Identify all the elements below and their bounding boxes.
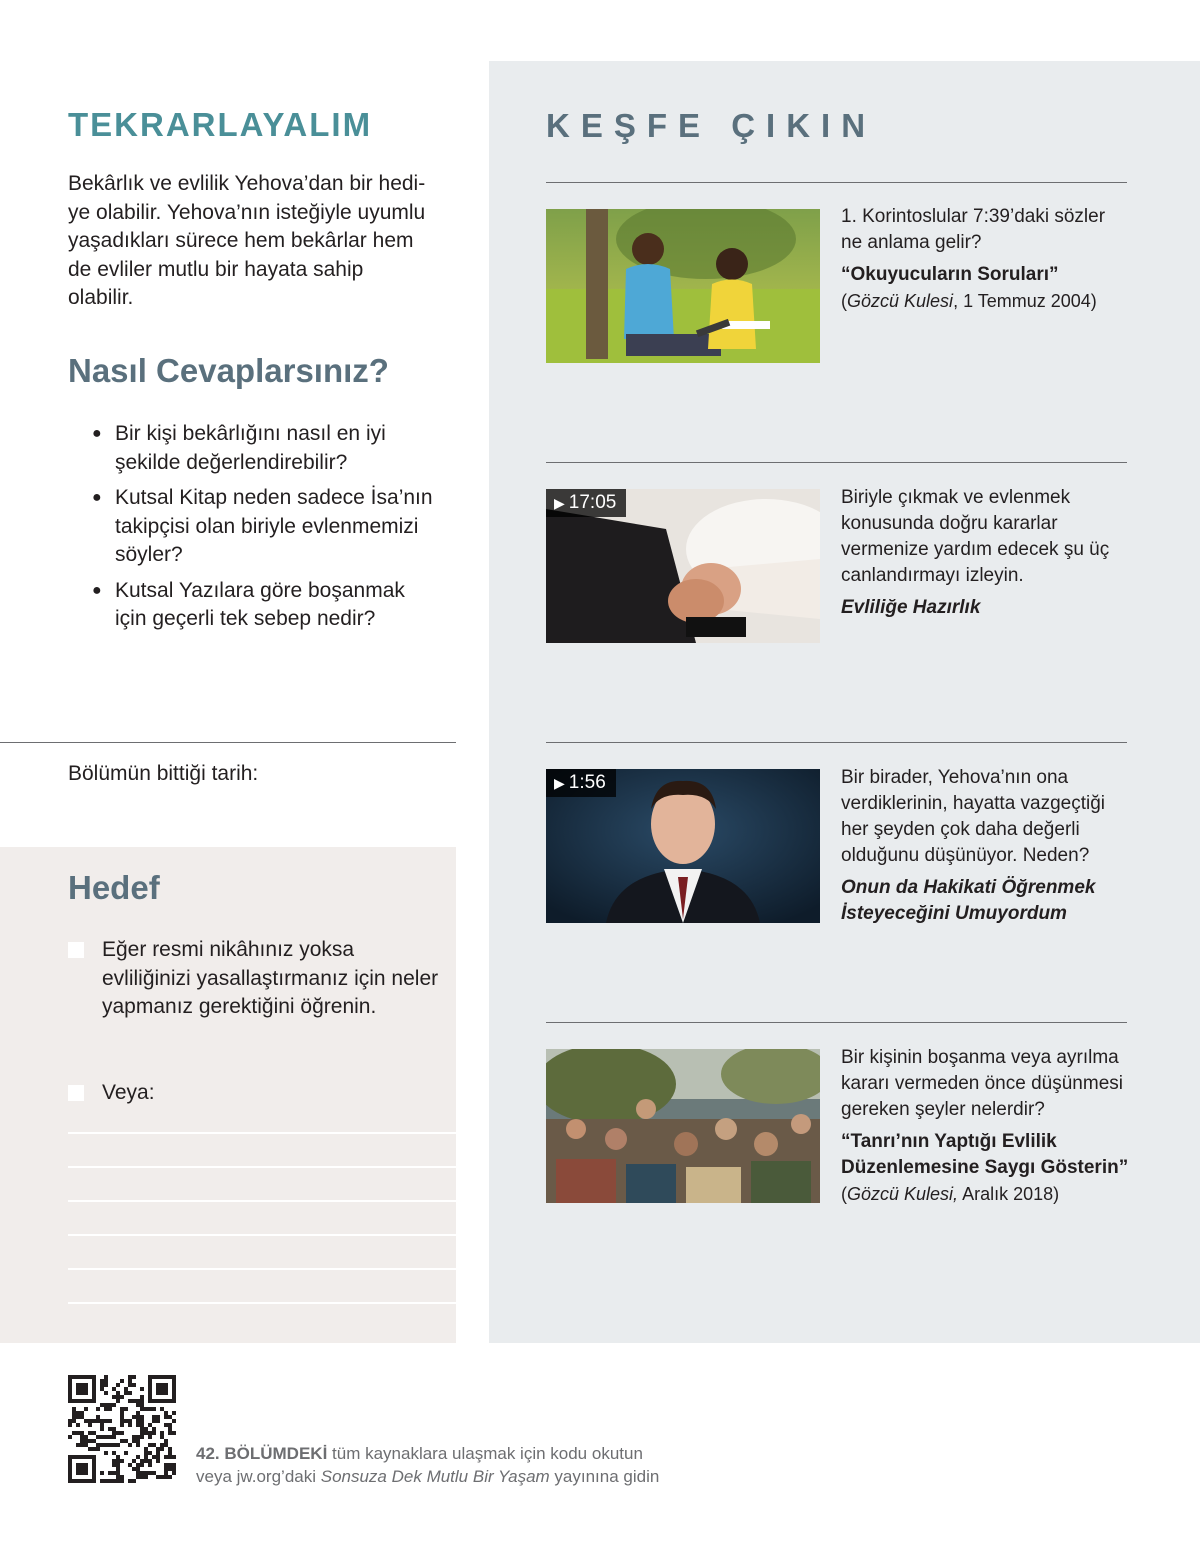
resource-source: (Gözcü Kulesi, Aralık 2018) — [841, 1184, 1060, 1204]
couple-reading-image[interactable] — [546, 209, 820, 363]
resource-1-text — [841, 204, 1131, 315]
resource-3-text — [841, 765, 1131, 927]
goal-text: Eğer resmi nikâhınız yoksa evliliğinizi yasallaştırmanız için neler yapmanız gerektiğini öğrenin. — [102, 938, 439, 1018]
footer-text: 42. BÖLÜMDEKİ tüm kaynaklara ulaşmak için kodu okutun veya jw.org’daki Sonsuza Dek Mutlu Bir Yaşam yayınına gidin — [196, 1444, 660, 1486]
write-line[interactable] — [68, 1268, 456, 1270]
resource-source: (Gözcü Kulesi, 1 Temmuz 2004) — [841, 291, 1097, 311]
divider — [546, 742, 1127, 743]
qr-code[interactable] — [68, 1375, 176, 1483]
answer-heading: Nasıl Cevaplarsınız? — [68, 352, 389, 389]
question-text: Kutsal Kitap neden sadece İsa’nın takipçisi olan biriyle evlenmemizi söyler? — [115, 486, 433, 566]
divider — [0, 742, 456, 743]
resource-question: 1. Korintoslular 7:39’daki sözler ne anlama gelir? — [841, 206, 1106, 253]
review-line: de evliler mutlu bir hayata sahip — [68, 257, 364, 281]
divider — [546, 1022, 1127, 1023]
play-icon: ▶ — [554, 775, 565, 791]
question-text: Kutsal Yazılara göre boşanmak için geçerli tek sebep nedir? — [115, 578, 405, 630]
write-line[interactable] — [68, 1302, 456, 1304]
review-line: olabilir. — [68, 286, 134, 309]
review-text — [68, 170, 468, 313]
resource-4-text — [841, 1045, 1131, 1208]
divider — [546, 462, 1127, 463]
resource-title-link[interactable]: Onun da Hakikati Öğrenmek İsteyeceğini Umuyordum — [841, 877, 1096, 924]
checkbox-icon[interactable] — [68, 1085, 84, 1101]
write-line[interactable] — [68, 1200, 456, 1202]
resource-title-link[interactable]: “Okuyucuların Soruları” — [841, 264, 1059, 285]
write-line[interactable] — [68, 1132, 456, 1134]
goal-text: Veya: — [102, 1081, 155, 1104]
holding-hands-video-thumbnail[interactable] — [546, 489, 820, 643]
write-line[interactable] — [68, 1234, 456, 1236]
bullet-icon: ● — [92, 581, 102, 599]
question-item — [92, 484, 442, 570]
review-heading: TEKRARLAYALIM — [68, 106, 373, 143]
finish-date-label: Bölümün bittiği tarih: — [68, 762, 259, 785]
checkbox-icon[interactable] — [68, 942, 84, 958]
review-line: ye olabilir. Yehova’nın isteğiyle uyumlu — [68, 200, 426, 224]
resource-question: Bir kişinin boşanma veya ayrılma kararı vermeden önce düşünmesi gereken şeyler nelerdir? — [841, 1047, 1123, 1120]
resource-2-text — [841, 485, 1131, 621]
resource-title-link[interactable]: Evliliğe Hazırlık — [841, 597, 981, 618]
question-item — [92, 420, 442, 477]
goal-heading: Hedef — [68, 869, 160, 906]
question-item — [92, 577, 442, 634]
divider — [546, 182, 1127, 183]
question-text: Bir kişi bekârlığını nasıl en iyi şekilde değerlendirebilir? — [115, 422, 386, 474]
bullet-icon: ● — [92, 489, 102, 506]
play-icon: ▶ — [554, 495, 565, 511]
video-duration-badge: ▶ 17:05 — [546, 489, 626, 517]
question-list — [92, 420, 442, 641]
video-duration-badge: ▶ 1:56 — [546, 769, 616, 797]
goal-item-other[interactable] — [68, 1079, 448, 1108]
resource-question: Biriyle çıkmak ve evlenmek konusunda doğru kararlar vermenize yardım edecek şu üç canlandırmayı izleyin. — [841, 487, 1110, 586]
explore-heading: KEŞFE ÇIKIN — [546, 107, 877, 144]
bullet-icon: ● — [92, 425, 102, 442]
jesus-teaching-crowd-image[interactable] — [546, 1049, 820, 1203]
review-line: yaşadıkları sürece hem bekârlar hem — [68, 229, 414, 252]
review-line: Bekârlık ve evlilik Yehova’dan bir hedi- — [68, 172, 426, 195]
write-line[interactable] — [68, 1166, 456, 1168]
brother-portrait-video-thumbnail[interactable] — [546, 769, 820, 923]
resource-question: Bir birader, Yehova’nın ona verdiklerinin, hayatta vazgeçtiği her şeyden çok daha değerli olduğunu düşünüyor. Neden? — [841, 767, 1106, 866]
goal-item-legalize[interactable] — [68, 936, 448, 1022]
resource-title-link[interactable]: “Tanrı’nın Yaptığı Evlilik Düzenlemesine Saygı Gösterin” — [841, 1131, 1129, 1178]
